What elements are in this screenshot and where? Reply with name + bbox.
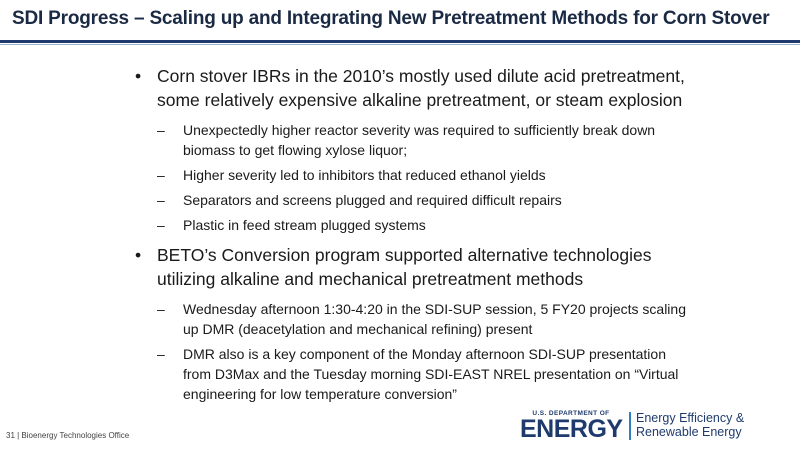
sub-bullet-item	[135, 299, 695, 339]
slide-title: SDI Progress – Scaling up and Integrating New Pretreatment Methods for Corn Stover	[12, 8, 770, 29]
title-divider-thin	[0, 44, 800, 45]
sub-bullet-item	[135, 120, 695, 160]
bullet-item	[135, 64, 695, 112]
sub-bullet-dash: –	[157, 167, 165, 183]
sub-bullet-text: DMR also is a key component of the Monday afternoon SDI-SUP presentation from D3Max and the Tuesday morning SDI-EAST NREL presentation on “Virtual engineering for low temperature conversion”	[183, 346, 679, 402]
sub-bullet-text: Wednesday afternoon 1:30-4:20 in the SDI-SUP session, 5 FY20 projects scaling up DMR (deacetylation and mechanical refining) present	[183, 301, 686, 337]
sub-bullet-text: Higher severity led to inhibitors that reduced ethanol yields	[183, 167, 546, 183]
slide-footer: 31 | Bioenergy Technologies Office	[6, 431, 130, 440]
sub-bullet-item	[135, 344, 695, 404]
logo-office-name	[636, 411, 744, 439]
sub-bullet-text: Separators and screens plugged and required difficult repairs	[183, 192, 562, 208]
logo-office-line-2: Renewable Energy	[636, 425, 742, 439]
sub-bullet-dash: –	[157, 301, 165, 317]
sub-bullet-item	[135, 215, 695, 235]
sub-bullet-item	[135, 165, 695, 185]
slide-body	[135, 64, 695, 412]
sub-bullet-item	[135, 190, 695, 210]
logo-office-line-1: Energy Efficiency &	[636, 411, 745, 425]
sub-bullet-dash: –	[157, 217, 165, 233]
sub-bullet-text: Plastic in feed stream plugged systems	[183, 217, 426, 233]
sub-bullet-dash: –	[157, 346, 165, 362]
sub-bullet-dash: –	[157, 192, 165, 208]
bullet-text: BETO’s Conversion program supported alternative technologies utilizing alkaline and mechanical pretreatment methods	[157, 245, 652, 289]
sub-bullet-text: Unexpectedly higher reactor severity was required to sufficiently break down biomass to get flowing xylose liquor;	[183, 122, 656, 158]
bullet-group-2	[135, 243, 695, 404]
title-divider	[0, 40, 800, 43]
bullet-item	[135, 243, 695, 291]
sub-bullet-dash: –	[157, 122, 165, 138]
logo-dept-big: ENERGY	[520, 415, 623, 443]
bullet-text: Corn stover IBRs in the 2010’s mostly used dilute acid pretreatment, some relatively expensive alkaline pretreatment, or steam explosion	[157, 66, 685, 110]
doe-eere-logo	[520, 410, 790, 442]
bullet-dot: •	[135, 66, 142, 86]
logo-dept-small: U.S. DEPARTMENT OF	[532, 410, 610, 417]
bullet-dot: •	[135, 245, 142, 265]
bullet-group-1	[135, 64, 695, 235]
logo-divider	[629, 412, 631, 440]
